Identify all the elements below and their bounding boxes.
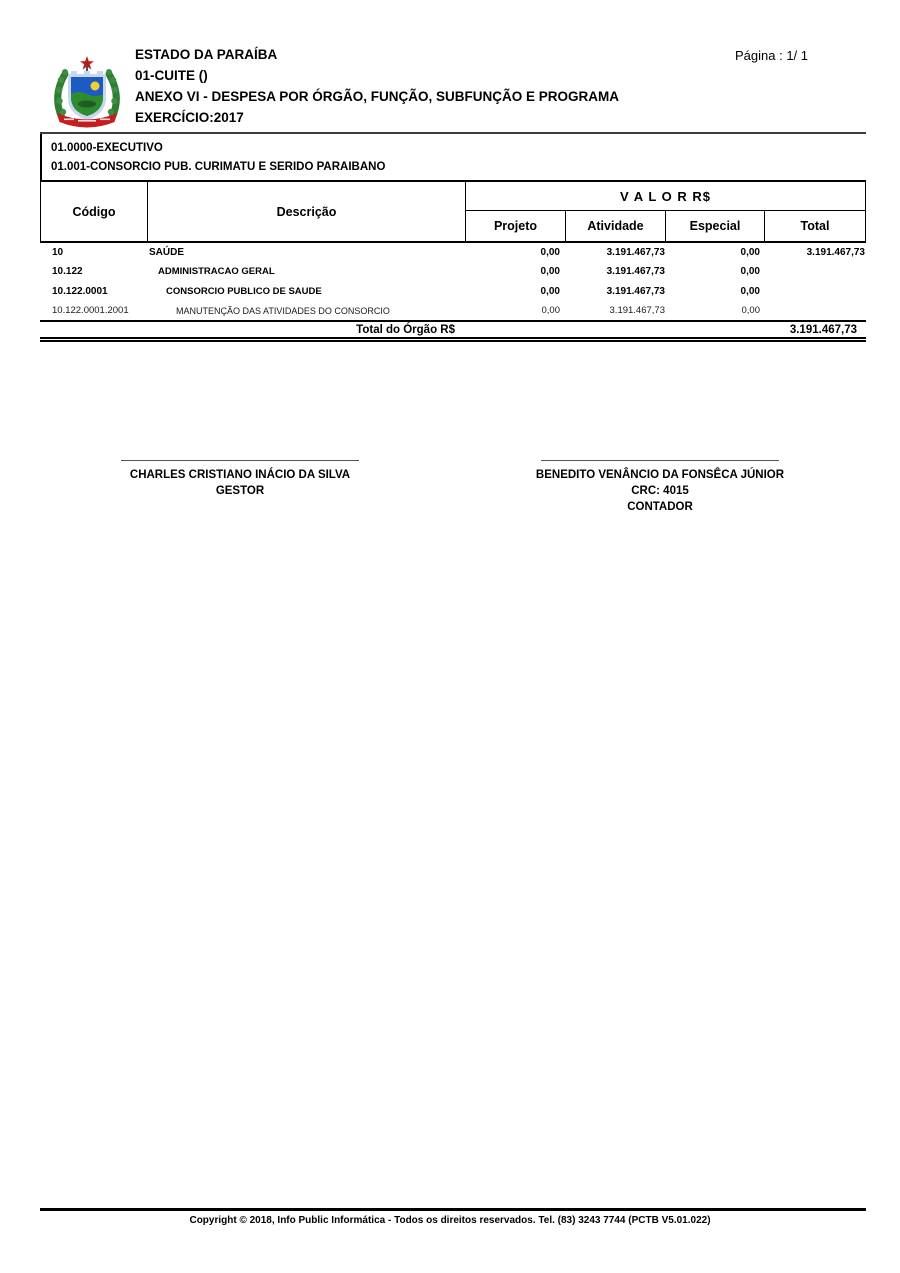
cell-atividade: 3.191.467,73 xyxy=(609,305,665,317)
column-group-valor xyxy=(466,182,865,241)
table-row xyxy=(40,262,866,281)
cell-projeto: 0,00 xyxy=(540,266,560,278)
cell-especial: 0,00 xyxy=(741,305,760,317)
table-body xyxy=(40,243,866,320)
cell-descricao: ADMINISTRACAO GERAL xyxy=(158,266,275,278)
cell-descricao: SAÚDE xyxy=(149,247,185,259)
cell-projeto: 0,00 xyxy=(541,305,560,317)
signer-name: BENEDITO VENÂNCIO DA FONSÊCA JÚNIOR xyxy=(535,469,785,481)
cell-especial: 0,00 xyxy=(740,266,760,278)
signature-line xyxy=(541,460,779,461)
cell-projeto: 0,00 xyxy=(540,285,560,297)
column-header-atividade: Atividade xyxy=(566,211,666,241)
cell-atividade: 3.191.467,73 xyxy=(606,285,665,297)
table-row xyxy=(40,243,866,262)
column-header-valor: V A L O R R$ xyxy=(466,182,865,211)
valor-subheaders xyxy=(466,211,865,241)
signer-crc: CRC: 4015 xyxy=(631,485,689,497)
column-header-projeto: Projeto xyxy=(466,211,566,241)
cell-atividade: 3.191.467,73 xyxy=(606,247,665,259)
signer-name: CHARLES CRISTIANO INÁCIO DA SILVA xyxy=(129,469,351,481)
cell-projeto: 0,00 xyxy=(540,247,560,259)
column-header-especial: Especial xyxy=(666,211,765,241)
cell-codigo: 10.122.0001 xyxy=(52,285,108,297)
organ-total-row xyxy=(40,320,866,342)
entity-title: 01-CUITE () xyxy=(135,68,208,83)
cell-especial: 0,00 xyxy=(740,247,760,259)
cell-especial: 0,00 xyxy=(740,285,760,297)
organ-total-value: 3.191.467,73 xyxy=(789,323,857,336)
cell-codigo: 10.122 xyxy=(52,266,83,278)
signer-role: GESTOR xyxy=(215,485,265,497)
table-row xyxy=(40,282,866,301)
table-row xyxy=(40,301,866,320)
cell-descricao: CONSORCIO PUBLICO DE SAUDE xyxy=(166,285,322,297)
column-header-total: Total xyxy=(800,219,830,233)
organ-total-label: Total do Órgão R$ xyxy=(356,323,455,336)
cell-codigo: 10.122.0001.2001 xyxy=(52,305,129,317)
cell-codigo: 10 xyxy=(52,247,64,259)
cell-total: 3.191.467,73 xyxy=(806,247,865,259)
unit-line: 01.001-CONSORCIO PUB. CURIMATU E SERIDO PARAIBANO xyxy=(51,160,386,173)
cell-atividade: 3.191.467,73 xyxy=(606,266,665,278)
organ-section xyxy=(40,134,866,182)
report-header xyxy=(135,44,619,128)
signature-line xyxy=(121,460,359,461)
cell-descricao: MANUTENÇÃO DAS ATIVIDADES DO CONSORCIO xyxy=(176,305,390,316)
column-header-descricao: Descrição xyxy=(148,182,466,241)
exercise-year: EXERCÍCIO:2017 xyxy=(135,110,244,125)
signature-block-contador xyxy=(505,460,815,515)
paraiba-coat-of-arms-icon xyxy=(50,54,124,132)
footer-divider xyxy=(40,1208,866,1211)
signature-block-gestor xyxy=(100,460,380,499)
column-header-codigo: Código xyxy=(41,182,148,241)
table-header xyxy=(40,182,866,243)
page-number: Página : 1/ 1 xyxy=(735,48,808,63)
copyright-text: Copyright © 2018, Info Public Informática - Todos os direitos reservados. Tel. (83) 3243 7744 (PCTB V5.01.022) xyxy=(189,1215,711,1226)
signer-role: CONTADOR xyxy=(627,501,693,513)
state-title: ESTADO DA PARAÍBA xyxy=(135,47,278,62)
organ-line: 01.0000-EXECUTIVO xyxy=(51,142,163,154)
report-title: ANEXO VI - DESPESA POR ÓRGÃO, FUNÇÃO, SUBFUNÇÃO E PROGRAMA xyxy=(135,89,620,104)
